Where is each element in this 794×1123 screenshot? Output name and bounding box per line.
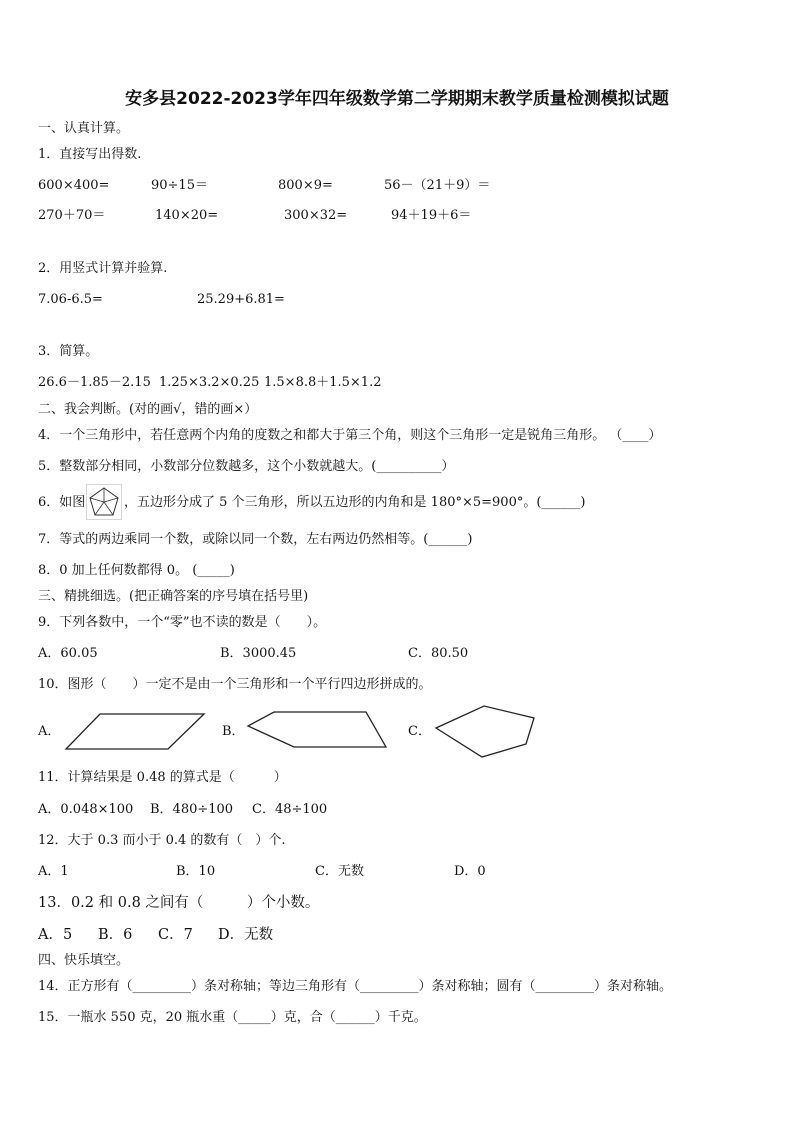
question-6-prefix: 6．如图 (38, 495, 86, 510)
q9-option-b: B．3000.45 (220, 646, 297, 661)
q2-item: 7.06-6.5= (38, 292, 103, 307)
question-13-stem: 13．0.2 和 0.8 之间有（ ）个小数。 (38, 895, 320, 911)
question-15: 15．一瓶水 550 克，20 瓶水重（_____）克，合（______）千克。 (38, 1010, 427, 1025)
q9-option-a: A．60.05 (38, 646, 98, 661)
q1-item: 800×9= (278, 178, 333, 193)
q10-option-c: C． (408, 724, 431, 739)
q1-item: 94＋19＋6＝ (391, 208, 472, 223)
section-heading-3: 三、精挑细选。(把正确答案的序号填在括号里) (38, 589, 309, 604)
question-12-stem: 12．大于 0.3 而小于 0.4 的数有（ ）个. (38, 833, 286, 848)
question-1-stem: 1．直接写出得数. (38, 147, 142, 162)
section-heading-2: 二、我会判断。(对的画√，错的画×） (38, 402, 258, 417)
question-7: 7．等式的两边乘同一个数，或除以同一个数，左右两边仍然相等。(______) (38, 532, 473, 547)
q10-shape-b (246, 710, 388, 750)
q13-option-d: D．无数 (218, 927, 274, 943)
q10-shape-a (64, 712, 206, 752)
q10-option-b: B． (222, 724, 245, 739)
q12-option-b: B．10 (176, 864, 216, 879)
q13-option-b: B．6 (98, 927, 133, 943)
question-4: 4．一个三角形中，若任意两个内角的度数之和都大于第三个角，则这个三角形一定是锐角三角形。 （____） (38, 428, 662, 443)
q1-item: 600×400= (38, 178, 110, 193)
q11-option-c: C．48÷100 (252, 802, 328, 817)
q10-shape-c (434, 704, 536, 760)
question-6-suffix: ，五边形分成了 5 个三角形，所以五边形的内角和是 180°×5=900°。(______) (124, 495, 586, 510)
q1-item: 300×32= (284, 208, 348, 223)
question-2-stem: 2．用竖式计算并验算. (38, 261, 168, 276)
question-10-stem: 10．图形（ ）一定不是由一个三角形和一个平行四边形拼成的。 (38, 677, 432, 692)
q3-item: 1.5×8.8＋1.5×1.2 (264, 375, 382, 390)
section-heading-4: 四、快乐填空。 (38, 953, 130, 968)
q1-item: 56－（21＋9）＝ (384, 178, 491, 193)
question-9-stem: 9．下列各数中，一个“零”也不读的数是（ ）。 (38, 615, 327, 630)
q13-option-a: A．5 (38, 927, 73, 943)
pentagon-figure (86, 484, 122, 520)
q1-item: 90÷15＝ (151, 178, 208, 193)
question-11-stem: 11．计算结果是 0.48 的算式是（ ） (38, 770, 287, 785)
q12-option-d: D．0 (454, 864, 486, 879)
section-heading-1: 一、认真计算。 (38, 121, 130, 136)
q3-item: 1.25×3.2×0.25 (159, 375, 260, 390)
q1-item: 270＋70＝ (38, 208, 106, 223)
q12-option-a: A．1 (38, 864, 69, 879)
question-3-stem: 3．简算。 (38, 344, 99, 359)
q10-option-a: A． (38, 724, 61, 739)
q3-item: 26.6－1.85－2.15 (38, 375, 151, 390)
q1-item: 140×20= (155, 208, 219, 223)
q13-option-c: C．7 (158, 927, 193, 943)
question-5: 5．整数部分相同，小数部分位数越多，这个小数就越大。(__________） (38, 459, 455, 474)
page-title: 安多县2022-2023学年四年级数学第二学期期末教学质量检测模拟试题 (125, 89, 669, 109)
q9-option-c: C．80.50 (408, 646, 469, 661)
q12-option-c: C．无数 (315, 864, 364, 879)
q11-option-b: B．480÷100 (150, 802, 234, 817)
question-8: 8．0 加上任何数都得 0。 (_____) (38, 563, 235, 578)
question-14: 14．正方形有（_________）条对称轴；等边三角形有（_________）条对称轴；圆有（_________）条对称轴。 (38, 979, 673, 994)
q11-option-a: A．0.048×100 (38, 802, 134, 817)
q2-item: 25.29+6.81= (197, 292, 285, 307)
